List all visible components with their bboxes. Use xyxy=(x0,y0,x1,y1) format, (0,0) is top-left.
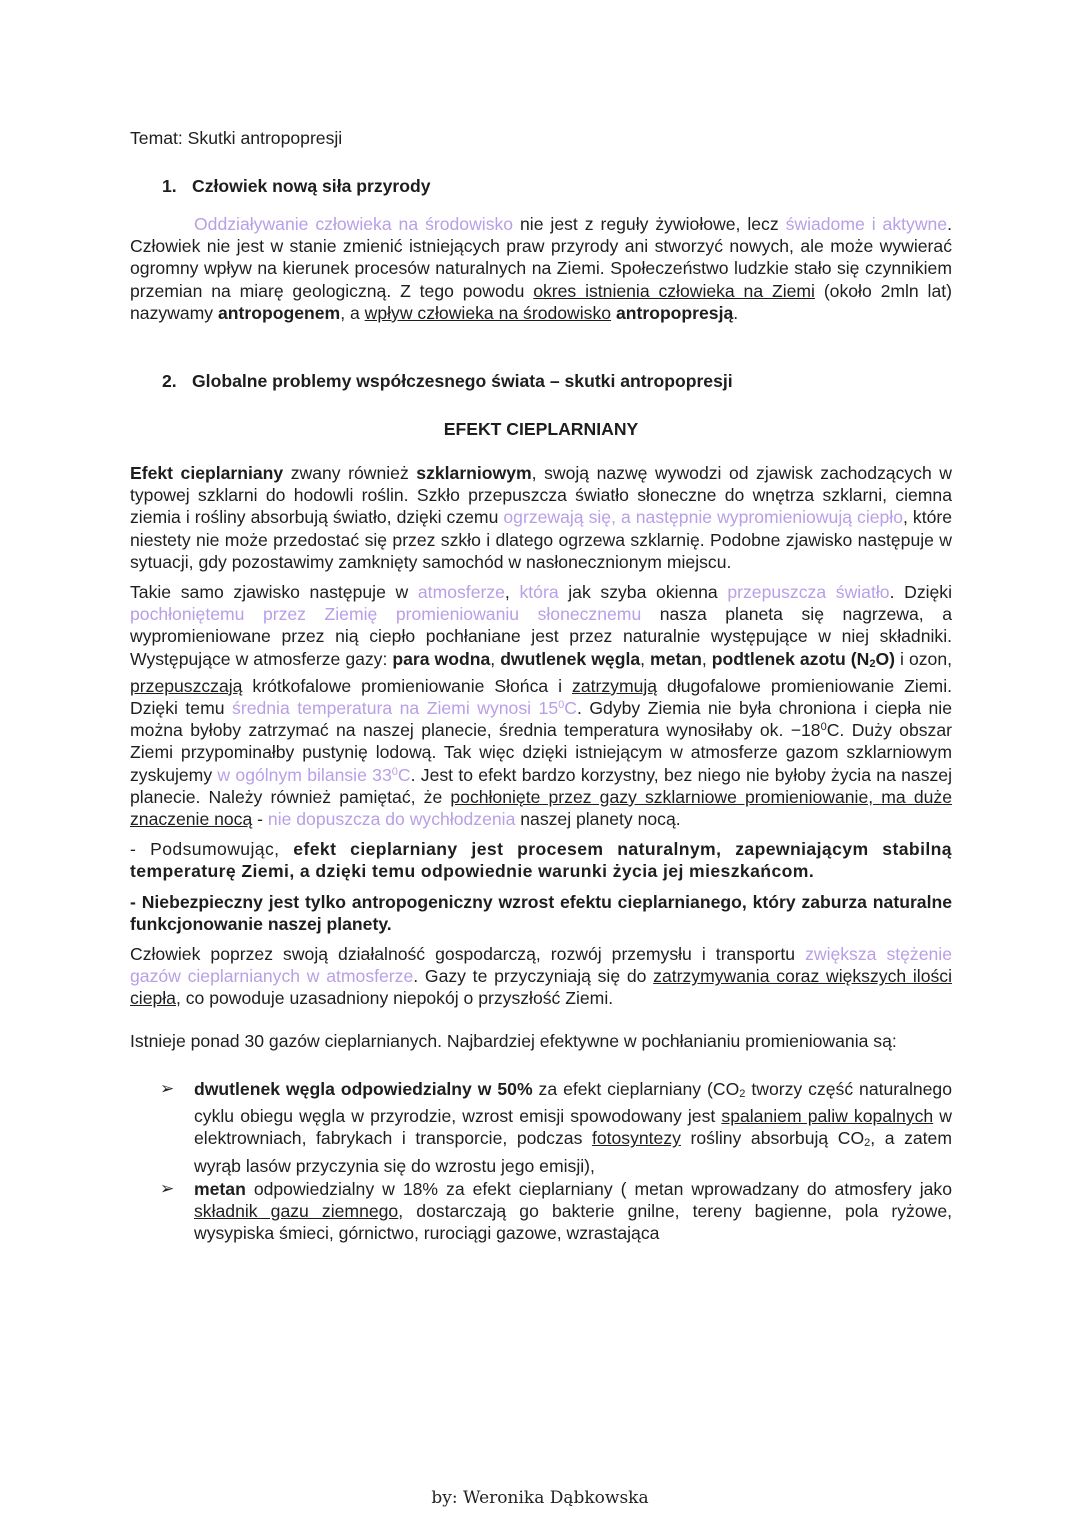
danger-paragraph: - Niebezpieczny jest tylko antropogeniczny wzrost efektu cieplarnianego, który zaburza naturalne funkcjonowanie naszej planety. xyxy=(130,891,952,934)
document-page xyxy=(130,125,952,1245)
author-footer: by: Weronika Dąbkowska xyxy=(431,1488,649,1508)
section-2-title: Globalne problemy współczesnego świata – skutki antropopresji xyxy=(192,371,733,392)
section-2-number: 2. xyxy=(162,371,177,392)
section-1-title: Człowiek nową siła przyrody xyxy=(192,176,431,196)
topic-line: Temat: Skutki antropopresji xyxy=(130,128,343,148)
arrow-bullet-icon: ➢ xyxy=(160,1078,175,1098)
greenhouse-definition-paragraph: Efekt cieplarniany zwany również szklarniowym, swoją nazwę wywodzi od zjawisk zachodzących w typowej szklarni do hodowli roślin. Szkło przepuszcza światło słoneczne do wnętrza szklarni, ciemna ziemia i rośliny absorbują światło, dzięki czemu ogrzewają się, a następnie wypromieniowują ciepło, które niestety nie może przedostać się przez szkło i dlatego ogrzewa szklarnię. Podobne zjawisko następuje w sytuacji, gdy pozostawimy zamknięty samochód w nasłonecznionym miejscu. xyxy=(130,463,953,572)
greenhouse-gases-list xyxy=(130,1078,952,1244)
gases-intro-paragraph: Istnieje ponad 30 gazów cieplarnianych. Najbardziej efektywne w pochłanianiu promieniowania są: xyxy=(130,1030,897,1051)
section-1-paragraph: Oddziaływanie człowieka na środowisko nie jest z reguły żywiołowe, lecz świadome i aktywne. Człowiek nie jest w stanie zmienić istniejących praw przyrody ani stworzyć nowych, ale może wywierać ogromny wpływ na kierunek procesów naturalnych na Ziemi. Społeczeństwo ludzkie stało się czynnikiem przemian na miarę geologiczną. Z tego powodu okres istnienia człowieka na Ziemi (około 2mln lat) nazywamy antropogenem, a wpływ człowieka na środowisko antropopresją. xyxy=(130,214,952,323)
section-2-subtitle: EFEKT CIEPLARNIANY xyxy=(443,419,639,440)
list-item: ➢ metan odpowiedzialny w 18% za efekt cieplarniany ( metan wprowadzany do atmosfery jako składnik gazu ziemnego, dostarczają go bakterie gnilne, tereny bagienne, pola ryżowe, wysypiska śmieci, górnictwo, rurociągi gazowe, wzrastająca xyxy=(160,1178,952,1244)
section-1-number: 1. xyxy=(162,176,177,196)
section-1-heading xyxy=(130,173,952,199)
summary-paragraph: - Podsumowując, efekt cieplarniany jest procesem naturalnym, zapewniającym stabilną temperaturę Ziemi, a dzięki temu odpowiednie warunki życia jej mieszkańcom. xyxy=(130,839,952,882)
human-impact-paragraph: Człowiek poprzez swoją działalność gospodarczą, rozwój przemysłu i transportu zwiększa stężenie gazów cieplarnianych w atmosferze. Gazy te przyczyniają się do zatrzymywania coraz większych ilości ciepła, co powoduje uzasadniony niepokój o przyszłość Ziemi. xyxy=(130,944,952,1009)
section-2-heading xyxy=(130,368,952,394)
list-item: ➢ dwutlenek węgla odpowiedzialny w 50% za efekt cieplarniany ($CO_2$ tworzy część naturalnego cyklu obiegu węgla w przyrodzie, wzrost emisji spowodowany jest spalaniem paliw kopalnych w elektrowniach, fabrykach i transporcie, podczas fotosyntezy rośliny absorbują $CO_2$, a zatem wyrąb lasów przyczynia się do wzrostu jego emisji), xyxy=(160,1078,952,1176)
atmosphere-paragraph: Takie samo zjawisko następuje w atmosferze, która jak szyba okienna przepuszcza światło. Dzięki pochłoniętemu przez Ziemię promieniowaniu słonecznemu nasza planeta się nagrzewa, a wypromieniowane przez nią ciepło pochłaniane jest przez naturalnie występujące w niej składniki. Występujące w atmosferze gazy: para wodna, dwutlenek węgla, metan, podtlenek azotu $(N_2O)$ i ozon, przepuszczają krótkofalowe promieniowanie Słońca i zatrzymują długofalowe promieniowanie Ziemi. Dzięki temu średnia temperatura na Ziemi wynosi $15^0C$. Gdyby Ziemia nie była chroniona i ciepła nie można byłoby zatrzymać na naszej planecie, średnia temperatura wynosiłaby ok. $-18^0C$. Duży obszar Ziemi przypominałby pustynię lodową. Tak więc dzięki istniejącym w atmosferze gazom szklarniowym zyskujemy w ogólnym bilansie $33^0C$. Jest to efekt bardzo korzystny, bez niego nie byłoby życia na naszej planecie. Należy również pamiętać, że pochłonięte przez gazy szklarniowe promieniowanie, ma duże znaczenie nocą - nie dopuszcza do wychłodzenia naszej planety nocą. xyxy=(130,582,953,830)
arrow-bullet-icon: ➢ xyxy=(160,1178,175,1198)
